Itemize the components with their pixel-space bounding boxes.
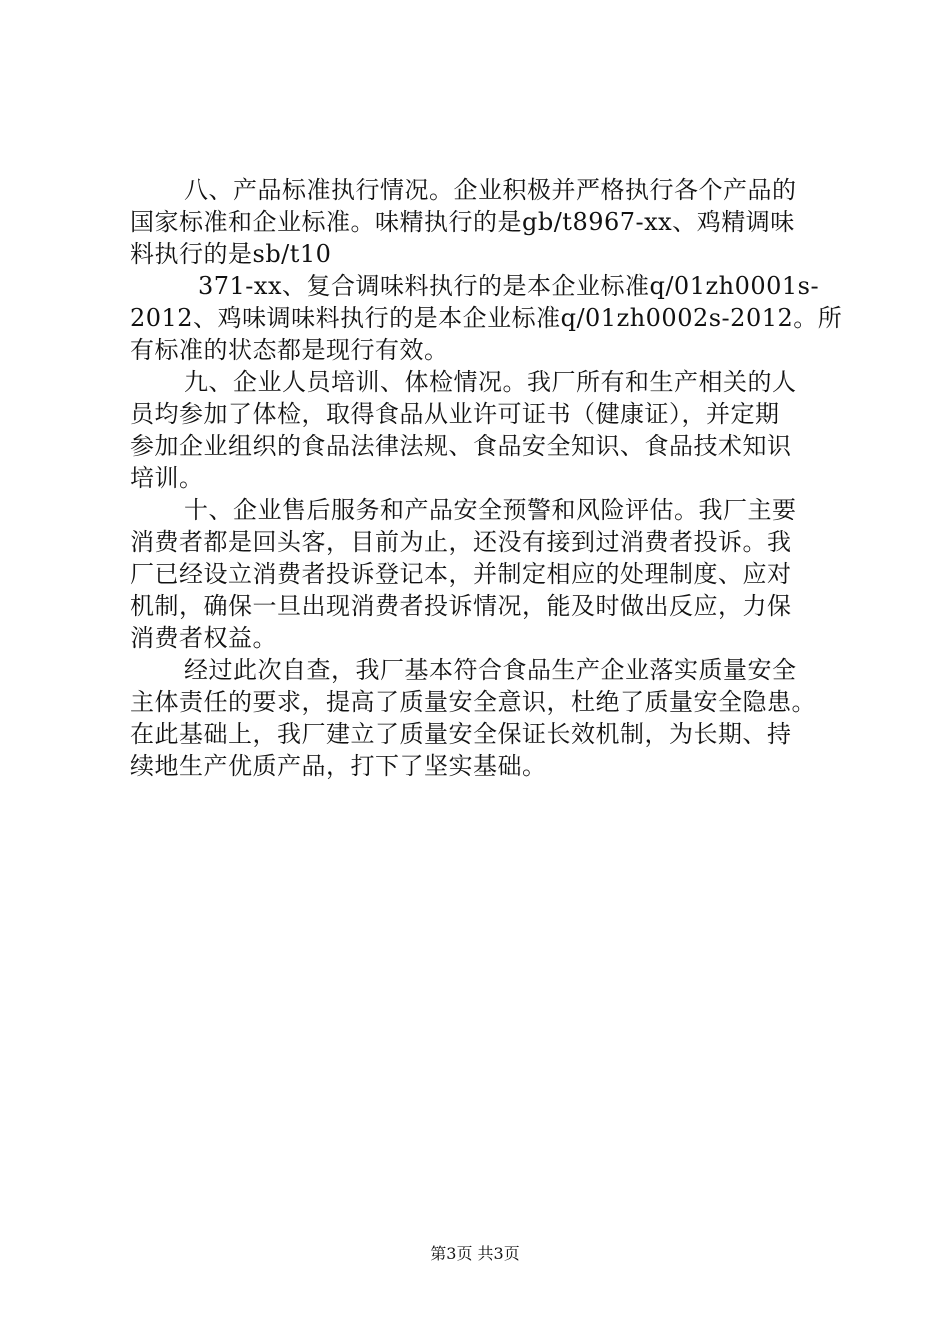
paragraph-9-line-1: 九、企业人员培训、体检情况。我厂所有和生产相关的人 xyxy=(184,368,797,396)
paragraph-9-line-2: 员均参加了体检，取得食品从业许可证书（健康证），并定期 xyxy=(130,400,780,428)
page-number-footer: 第3页 共3页 xyxy=(430,1244,520,1263)
paragraph-10-line-5: 消费者权益。 xyxy=(130,624,277,652)
paragraph-8-line-3: 料执行的是sb/t10 xyxy=(130,240,332,268)
conclusion-line-2: 主体责任的要求，提高了质量安全意识，杜绝了质量安全隐患。 xyxy=(130,688,816,716)
paragraph-10-line-3: 厂已经设立消费者投诉登记本，并制定相应的处理制度、应对 xyxy=(130,560,792,588)
paragraph-9-line-4: 培训。 xyxy=(130,464,204,492)
paragraph-8-line-1: 八、产品标准执行情况。企业积极并严格执行各个产品的 xyxy=(184,176,797,204)
paragraph-8-line-6: 有标准的状态都是现行有效。 xyxy=(130,336,449,364)
conclusion-line-3: 在此基础上，我厂建立了质量安全保证长效机制，为长期、持 xyxy=(130,720,792,748)
paragraph-10-line-1: 十、企业售后服务和产品安全预警和风险评估。我厂主要 xyxy=(184,496,797,524)
paragraph-9-line-3: 参加企业组织的食品法律法规、食品安全知识、食品技术知识 xyxy=(130,432,792,460)
paragraph-10-line-4: 机制，确保一旦出现消费者投诉情况，能及时做出反应，力保 xyxy=(130,592,792,620)
paragraph-8-line-4: 371-xx、复合调味料执行的是本企业标准q/01zh0001s- xyxy=(198,272,820,300)
conclusion-line-1: 经过此次自查，我厂基本符合食品生产企业落实质量安全 xyxy=(184,656,797,684)
paragraph-8-line-5: 2012、鸡味调味料执行的是本企业标准q/01zh0002s-2012。所 xyxy=(130,304,843,332)
paragraph-10-line-2: 消费者都是回头客，目前为止，还没有接到过消费者投诉。我 xyxy=(130,528,792,556)
paragraph-8-line-2: 国家标准和企业标准。味精执行的是gb/t8967-xx、鸡精调味 xyxy=(130,208,795,236)
conclusion-line-4: 续地生产优质产品，打下了坚实基础。 xyxy=(130,752,547,780)
